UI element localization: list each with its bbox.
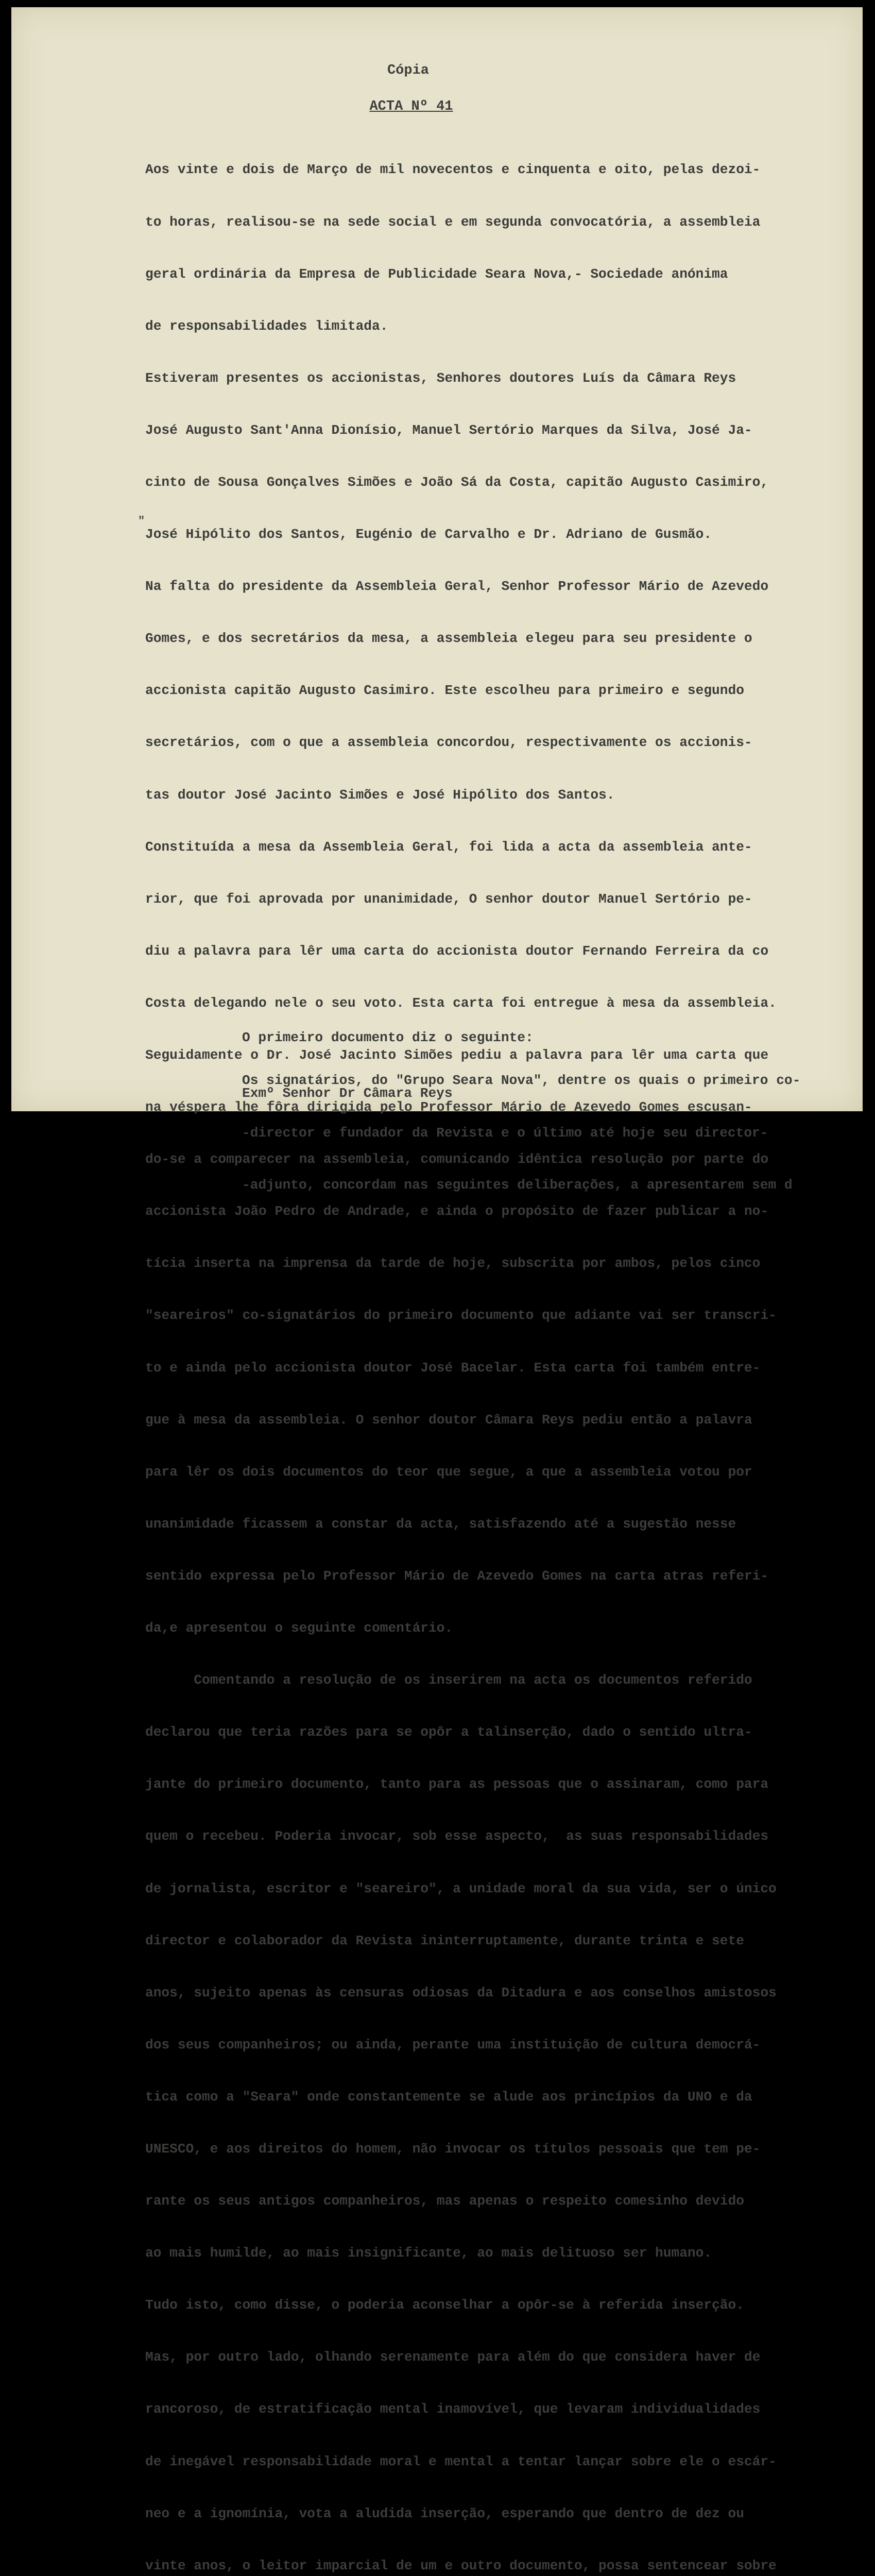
text-line: na véspera lhe fôra dirigida pelo Professor Mário de Azevedo Gomes escusan- — [145, 1099, 752, 1115]
text-line: geral ordinária da Empresa de Publicidade Seara Nova,- Sociedade anónima — [145, 266, 728, 282]
margin-quote-mark: " — [138, 515, 145, 528]
text-line: accionista João Pedro de Andrade, e ainda o propósito de fazer publicar a no- — [145, 1204, 769, 1219]
text-line: vinte anos, o leitor imparcial de um e outro documento, possa sentencear sobre — [145, 2557, 777, 2573]
text-line: gue à mesa da assembleia. O senhor doutor Câmara Reys pediu então a palavra — [145, 1412, 752, 1428]
text-line: tícia inserta na imprensa da tarde de hoje, subscrita por ambos, pelos cinco — [145, 1256, 761, 1272]
text-line: accionista capitão Augusto Casimiro. Este escolheu para primeiro e segundo — [145, 683, 744, 699]
text-line: Na falta do presidente da Assembleia Geral, Senhor Professor Mário de Azevedo — [145, 579, 769, 595]
text-line: Estiveram presentes os accionistas, Senhores doutores Luís da Câmara Reys — [145, 370, 736, 386]
text-line: tas doutor José Jacinto Simões e José Hipólito dos Santos. — [145, 787, 615, 803]
text-line: cinto de Sousa Gonçalves Simões e João Sá da Costa, capitão Augusto Casimiro, — [145, 474, 769, 490]
text-line: to horas, realisou-se na sede social e em segunda convocatória, a assembleia — [145, 214, 761, 230]
text-line: unanimidade ficassem a constar da acta, satisfazendo até a sugestão nesse — [145, 1516, 736, 1532]
text-line: secretários, com o que a assembleia concordou, respectivamente os accionis- — [145, 735, 752, 751]
text-line: -director e fundador da Revista e o último até hoje seu director- — [242, 1125, 768, 1141]
text-line: -adjunto, concordam nas seguintes deliberações, a apresentarem sem d — [242, 1177, 793, 1193]
text-line: sentido expressa pelo Professor Mário de Azevedo Gomes na carta atras referi- — [145, 1568, 769, 1584]
text-line: jante do primeiro documento, tanto para as pessoas que o assinaram, como para — [145, 1776, 769, 1792]
text-line: José Hipólito dos Santos, Eugénio de Carvalho e Dr. Adriano de Gusmão. — [145, 527, 712, 543]
text-line: de inegável responsabilidade moral e mental a tentar lançar sobre ele o escár- — [145, 2453, 777, 2469]
document-text — [242, 1038, 860, 1229]
text-line: Mas, por outro lado, olhando serenamente para além do que considera haver de — [145, 2349, 761, 2365]
text-line: Constituída a mesa da Assembleia Geral, foi lida a acta da assembleia ante- — [145, 839, 752, 855]
text-line: Gomes, e dos secretários da mesa, a assembleia elegeu para seu presidente o — [145, 631, 752, 647]
text-line: Costa delegando nele o seu voto. Esta carta foi entregue à mesa da assembleia. — [145, 995, 777, 1011]
document-intro: O primeiro documento diz o seguinte: — [242, 1030, 534, 1045]
text-line: rancoroso, de estratificação mental inamovível, que levaram individualidades — [145, 2401, 761, 2417]
text-line: to e ainda pelo accionista doutor José Bacelar. Esta carta foi também entre- — [145, 1360, 761, 1376]
text-line: Tudo isto, como disse, o poderia aconselhar a opôr-se à referida inserção. — [145, 2297, 744, 2313]
text-line: quem o recebeu. Poderia invocar, sob esse aspecto, as suas responsabilidades — [145, 1828, 769, 1844]
text-line: de jornalista, escritor e "seareiro", a unidade moral da sua vida, ser o único — [145, 1880, 777, 1896]
typed-page — [11, 7, 863, 2573]
minutes-body — [145, 127, 846, 2576]
text-line: anos, sujeito apenas às censuras odiosas da Ditadura e aos conselhos amistosos — [145, 1985, 777, 2001]
text-line: UNESCO, e aos direitos do homem, não invocar os títulos pessoais que tem pe- — [145, 2141, 761, 2157]
text-line: Comentando a resolução de os inserirem na acta os documentos referido — [145, 1672, 752, 1688]
text-line: tica como a "Seara" onde constantemente se alude aos princípios da UNO e da — [145, 2089, 752, 2105]
text-line: declarou que teria razões para se opôr a talinserção, dado o sentido ultra- — [145, 1724, 752, 1740]
text-line: para lêr os dois documentos do teor que segue, a que a assembleia votou por — [145, 1464, 752, 1480]
text-line: diu a palavra para lêr uma carta do accionista doutor Fernando Ferreira da co — [145, 943, 769, 959]
text-line: ao mais humilde, ao mais insignificante, ao mais delituoso ser humano. — [145, 2245, 712, 2261]
text-line: da,e apresentou o seguinte comentário. — [145, 1620, 453, 1636]
text-line: "seareiros" co-signatários do primeiro documento que adiante vai ser transcri- — [145, 1308, 777, 1324]
document-title: ACTA Nº 41 — [369, 99, 453, 114]
copy-label: Cópia — [387, 63, 429, 78]
text-line: rior, que foi aprovada por unanimidade, O senhor doutor Manuel Sertório pe- — [145, 891, 752, 907]
text-line: do-se a comparecer na assembleia, comunicando idêntica resolução por parte do — [145, 1151, 769, 1167]
text-line: de responsabilidades limitada. — [145, 318, 388, 334]
text-line: dos seus companheiros; ou ainda, perante uma instituição de cultura democrá- — [145, 2037, 761, 2053]
text-line: Os signatários, do "Grupo Seara Nova", dentre os quais o primeiro co- — [242, 1073, 801, 1089]
text-line: José Augusto Sant'Anna Dionísio, Manuel Sertório Marques da Silva, José Ja- — [145, 422, 752, 438]
addressee: Exmº Senhor Dr Câmara Reys — [242, 1086, 453, 1101]
text-line: rante os seus antigos companheiros, mas apenas o respeito comesinho devido — [145, 2193, 744, 2209]
text-line: director e colaborador da Revista ininterruptamente, durante trinta e sete — [145, 1933, 744, 1948]
text-line: Seguidamente o Dr. José Jacinto Simões pediu a palavra para lêr uma carta que — [145, 1047, 769, 1063]
text-line: Aos vinte e dois de Março de mil novecentos e cinquenta e oito, pelas dezoi- — [145, 162, 761, 178]
text-line: neo e a ignomínia, vota a aludida inserção, esperando que dentro de dez ou — [145, 2505, 744, 2521]
